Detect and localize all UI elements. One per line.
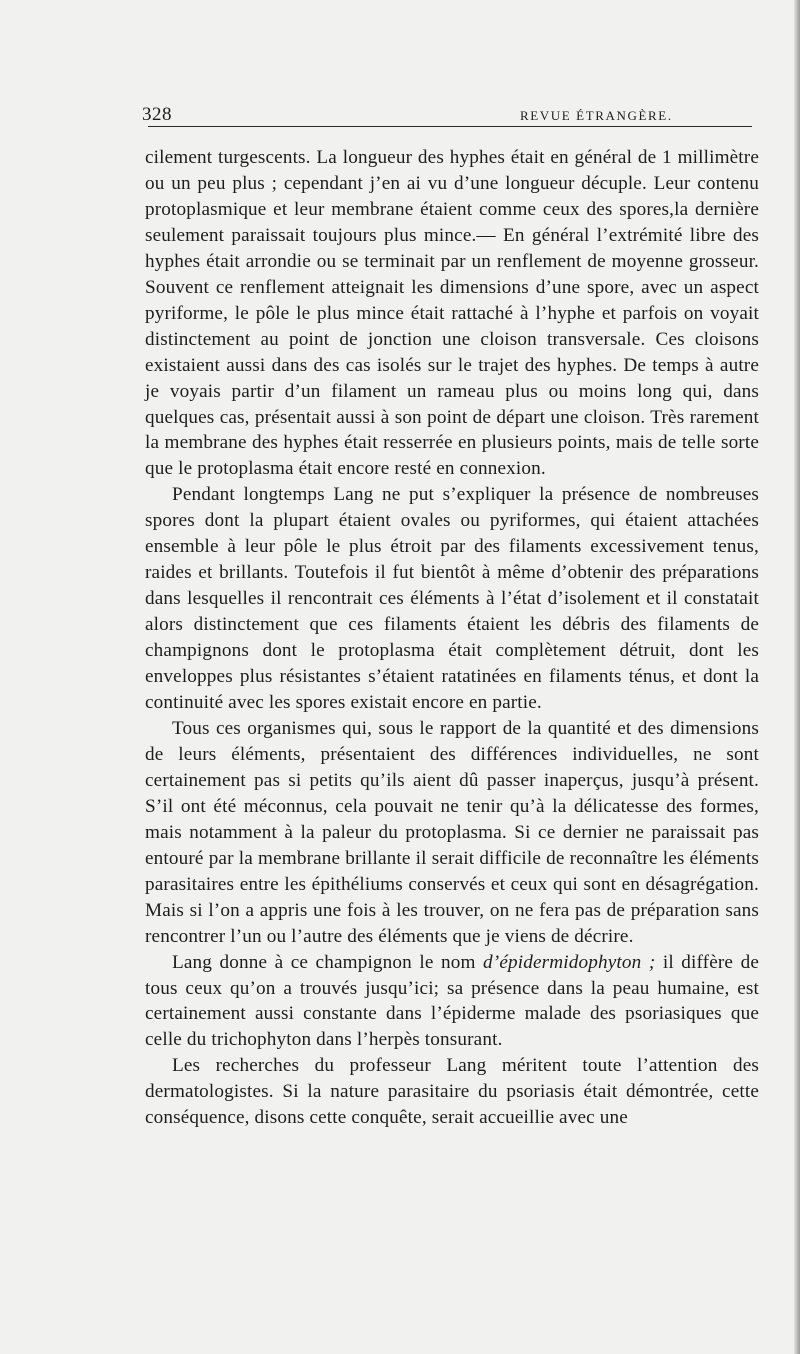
paragraph-5: Les recherches du professeur Lang méritent toute l’attention des dermatologistes. Si la nature parasitaire du psoriasis était démontrée, cette conséquence, disons cette conquête, serait accueillie avec une bbox=[145, 1055, 759, 1129]
page-header bbox=[142, 104, 754, 128]
species-name: d’épidermidophyton ; bbox=[483, 951, 656, 973]
paragraph-4-before: Lang donne à ce champignon le nom bbox=[172, 951, 484, 973]
page-number: 328 bbox=[142, 104, 172, 125]
paragraph-3: Tous ces organismes qui, sous le rapport de la quantité et des dimensions de leurs éléments, présentaient des différences individuelles, ne sont certainement pas si petits qu’ils aient dû passer inaperçus, jusqu’à présent. S’il ont été méconnus, cela pouvait ne tenir qu’à la délicatesse des formes, mais notamment à la paleur du protoplasma. Si ce dernier ne paraissait pas entouré par la membrane brillante il serait difficile de reconnaître les éléments parasitaires entre les épithéliums conservés et ceux qui sont en désagrégation. Mais si l’on a appris une fois à les trouver, on ne fera pas de préparation sans rencontrer l’un ou l’autre des éléments que je viens de décrire. bbox=[145, 717, 759, 947]
body-text bbox=[145, 145, 759, 1131]
paragraph-4-after: il diffère de tous ceux qu’on a trouvés jusqu’ici; sa présence dans la peau humaine, est certainement aussi constante dans l’épiderme malade des psoriasiques que celle du trichophyton dans l’herpès tonsurant. bbox=[145, 951, 759, 1051]
paragraph-1: cilement turgescents. La longueur des hyphes était en général de 1 millimètre ou un peu plus ; cependant j’en ai vu d’une longueur décuple. Leur contenu protoplasmique et leur membrane étaient comme ceux des spores,la dernière seulement paraissait toujours plus mince.— En général l’extrémité libre des hyphes était arrondie ou se terminait par un renflement de moyenne grosseur. Souvent ce renflement atteignait les dimensions d’une spore, avec un aspect pyriforme, le pôle le plus mince était rattaché à l’hyphe et parfois on voyait distinctement au point de jonction une cloison transversale. Ces cloisons existaient aussi dans des cas isolés sur le trajet des hyphes. De temps à autre je voyais partir d’un filament un rameau plus ou moins long qui, dans quelques cas, présentait aussi à son point de départ une cloison. Très rarement la membrane des hyphes était resserrée en plusieurs points, mais de telle sorte que le protoplasma était encore resté en connexion. bbox=[145, 147, 759, 480]
paragraph-4 bbox=[145, 950, 759, 1054]
header-rule bbox=[148, 126, 752, 127]
running-head: REVUE ÉTRANGÈRE. bbox=[520, 108, 673, 123]
page-edge-shadow bbox=[794, 0, 800, 1354]
paragraph-2: Pendant longtemps Lang ne put s’expliquer la présence de nombreuses spores dont la plupart étaient ovales ou pyriformes, qui étaient attachées ensemble à leur pôle le plus étroit par des filaments excessivement tenus, raides et brillants. Toutefois il fut bientôt à même d’obtenir des préparations dans lesquelles il rencontrait ces éléments à l’état d’isolement et il constatait alors distinctement que ces filaments étaient les débris des filaments de champignons dont le protoplasma était complètement détruit, dont les enveloppes plus résistantes s’étaient ratatinées en filaments ténus, et dont la continuité avec les spores existait encore en partie. bbox=[145, 484, 759, 714]
